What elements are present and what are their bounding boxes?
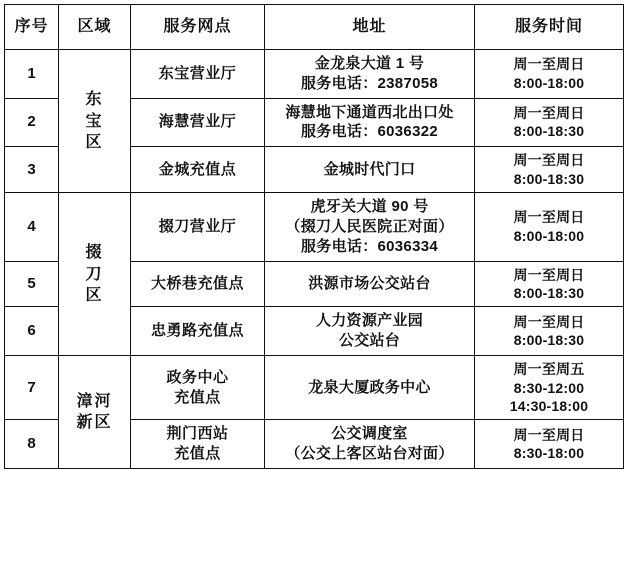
address-line: 公交站台 xyxy=(338,332,401,350)
area-char: 刀 xyxy=(85,265,104,283)
column-header-site: 服务网点 xyxy=(131,5,265,50)
cell-site xyxy=(131,420,265,469)
address-line: 服务电话：6036334 xyxy=(301,237,438,255)
cell-area-duodao xyxy=(59,193,131,356)
cell-site: 大桥巷充值点 xyxy=(131,261,265,307)
table-row xyxy=(5,193,624,261)
cell-time xyxy=(475,307,624,356)
cell-no: 2 xyxy=(5,98,59,147)
time-line: 周一至周日 xyxy=(513,152,585,169)
address-line: 洪源市场公交站台 xyxy=(308,275,431,293)
address-line: 金龙泉大道 1 号 xyxy=(314,55,425,72)
time-line: 周一至周日 xyxy=(513,426,585,443)
cell-address xyxy=(265,147,475,193)
address-line: 龙泉大厦政务中心 xyxy=(308,378,431,396)
time-line: 周一至周日 xyxy=(513,266,585,283)
cell-time xyxy=(475,261,624,307)
cell-time xyxy=(475,147,624,193)
cell-no: 8 xyxy=(5,420,59,469)
time-line: 8:00-18:30 xyxy=(513,123,585,140)
column-header-address: 地址 xyxy=(265,5,475,50)
cell-area-dongbao xyxy=(59,50,131,193)
cell-site: 掇刀营业厅 xyxy=(131,193,265,261)
time-line: 8:00-18:30 xyxy=(513,284,585,301)
time-line: 周一至周日 xyxy=(513,104,585,121)
cell-address xyxy=(265,193,475,261)
cell-no: 6 xyxy=(5,307,59,356)
time-line: 8:00-18:30 xyxy=(513,332,585,349)
cell-time xyxy=(475,193,624,261)
cell-address xyxy=(265,98,475,147)
site-line: 充值点 xyxy=(174,388,221,406)
area-char: 掇 xyxy=(85,244,104,262)
address-line: 金城时代门口 xyxy=(323,160,416,178)
cell-no: 7 xyxy=(5,356,59,420)
table-body xyxy=(5,50,624,469)
area-char: 宝 xyxy=(85,112,104,130)
address-line: 服务电话：6036322 xyxy=(301,123,438,141)
table-row xyxy=(5,50,624,99)
cell-site: 东宝营业厅 xyxy=(131,50,265,99)
table-header xyxy=(5,5,624,50)
cell-time xyxy=(475,50,624,99)
table-row xyxy=(5,356,624,420)
column-header-no: 序号 xyxy=(5,5,59,50)
time-line: 8:00-18:00 xyxy=(513,74,585,91)
address-line: （公交上客区站台对面） xyxy=(285,445,454,463)
cell-no: 5 xyxy=(5,261,59,307)
cell-site: 金城充值点 xyxy=(131,147,265,193)
time-line: 周一至周日 xyxy=(513,209,585,226)
area-char: 区 xyxy=(85,133,104,151)
area-char: 漳河 xyxy=(76,392,113,410)
site-line: 荆门西站 xyxy=(166,425,229,443)
time-line: 8:00-18:30 xyxy=(513,170,585,187)
cell-no: 3 xyxy=(5,147,59,193)
address-line: （掇刀人民医院正对面） xyxy=(285,217,454,235)
cell-address xyxy=(265,261,475,307)
cell-area-zhanghe xyxy=(59,356,131,469)
time-line: 8:30-18:00 xyxy=(513,445,585,462)
cell-time xyxy=(475,356,624,420)
cell-time xyxy=(475,98,624,147)
cell-address xyxy=(265,356,475,420)
area-char: 新区 xyxy=(76,414,113,432)
cell-site: 海慧营业厅 xyxy=(131,98,265,147)
cell-no: 4 xyxy=(5,193,59,261)
time-line: 周一至周日 xyxy=(513,56,585,73)
area-char: 区 xyxy=(85,286,104,304)
time-line: 8:30-12:00 xyxy=(513,379,585,396)
column-header-area: 区域 xyxy=(59,5,131,50)
time-line: 8:00-18:00 xyxy=(513,227,585,244)
site-line: 政务中心 xyxy=(166,368,229,386)
service-points-table xyxy=(4,4,624,469)
cell-site xyxy=(131,356,265,420)
site-line: 充值点 xyxy=(174,445,221,463)
address-line: 服务电话：2387058 xyxy=(301,74,438,92)
time-line: 14:30-18:00 xyxy=(509,397,589,414)
address-line: 虎牙关大道 90 号 xyxy=(310,198,429,216)
cell-address xyxy=(265,307,475,356)
column-header-time: 服务时间 xyxy=(475,5,624,50)
cell-site: 忠勇路充值点 xyxy=(131,307,265,356)
address-line: 人力资源产业园 xyxy=(315,312,424,330)
time-line: 周一至周日 xyxy=(513,313,585,330)
time-line: 周一至周五 xyxy=(513,361,585,378)
address-line: 公交调度室 xyxy=(331,425,408,443)
address-line: 海慧地下通道西北出口处 xyxy=(285,103,454,121)
table-header-row xyxy=(5,5,624,50)
cell-address xyxy=(265,420,475,469)
area-char: 东 xyxy=(85,91,104,109)
cell-time xyxy=(475,420,624,469)
cell-address xyxy=(265,50,475,99)
cell-no: 1 xyxy=(5,50,59,99)
